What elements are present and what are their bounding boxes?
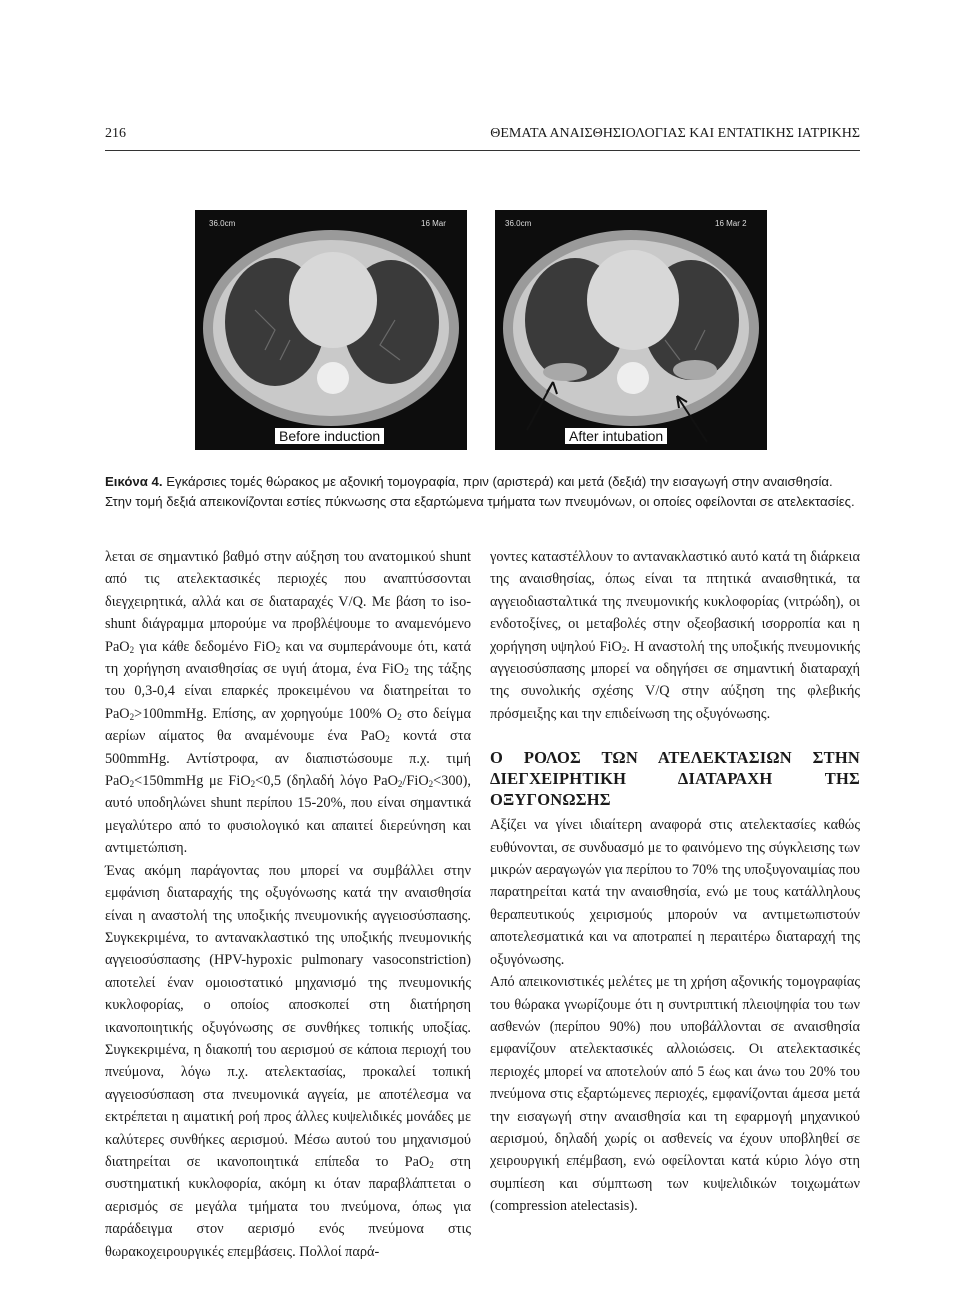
text-run: <300), αυτό υποδηλώνει shunt περίπου 15-20%, που είναι σημαντικά μεγαλύτερο από το φυσιολογικό και απαιτεί διερεύνηση και αντιμετώπιση. bbox=[105, 773, 471, 857]
before-induction-label: Before induction bbox=[275, 428, 384, 444]
ct-image-right bbox=[495, 210, 767, 450]
section-heading: Ο ΡΟΛΟΣ ΤΩΝ ΑΤΕΛΕΚΤΑΣΙΩΝ ΣΤΗΝ ΔΙΕΓΧΕΙΡΗΤΙΚΗ ΔΙΑΤΑΡΑΧΗ ΤΗΣ ΟΞΥΓΟΝΩΣΗΣ bbox=[490, 748, 860, 810]
ct-figure bbox=[195, 200, 770, 460]
subscript: 2 bbox=[129, 779, 135, 790]
ct-scan-after-intubation bbox=[495, 210, 767, 450]
right-paragraph-3: Από απεικονιστικές μελέτες με τη χρήση αξονικής τομογραφίας του θώρακα γνωρίζουμε ότι η συντριπτική πλειοψηφία του των ασθενών (περίπου 90%) που υποβάλλονται σε αναισθησία εμφανίζουν ατελεκτασικές αλλοιώσεις. Οι ατελεκτασικές περιοχές μπορεί να αποτελούν από 5 έως και άνω του 20% του πνεύμονα στις εξαρτώμενες περιοχές, εμφανίζονται άμεσα μετά την εισαγωγή στην αναισθησία και τη εφαρμογή μηχανικού αερισμού, δηλαδή χωρίς οι ασθενείς να έχουν υποβληθεί σε χειρουργική επέμβαση, ενώ οφείλονται κατά κύριο λόγο στη συμπίεση και σύμπτωση των κυψελιδικών τοιχωμάτων (compression atelectasis). bbox=[490, 974, 860, 1215]
text-run: Ένας ακόμη παράγοντας που μπορεί να συμβάλλει στην εμφάνιση διαταραχής της οξυγόνωσης κατά την αναισθησία είναι η αναστολή της υποξικής πνευμονικής αγγειοσύσπασης. Συγκεκριμένα, το αντανακλαστικό της υποξικής πνευμονικής αγγειοσύσπασης (HPV-hypoxic pulmonary vasoconstriction) αποτελεί έναν ομοιοστατικό μηχανισμό της πνευμονικής κυκλοφορίας, ο οποίος αποσκοπεί στη διατήρηση ικανοποιητικής οξυγόνωσης σε συνθήκες τοπικής υποξίας. Συγκεκριμένα, η διακοπή του αερισμού σε κάποια περιοχή του πνεύμονα, λόγω π.χ. ατελεκτασίας, προκαλεί τοπική αγγειοσύσπαση στα πνευμονικά αγγεία, με αποτέλεσμα να εκτρέπεται η αιματική ροή προς άλλες κυψελιδικές μονάδες με καλύτερες συνθήκες αερισμού. Μέσω αυτού του μηχανισμού διατηρείται σε ικανοποιητικά επίπεδα το PaO bbox=[105, 862, 471, 1170]
text-run: /FiO bbox=[402, 773, 429, 790]
left-paragraph-1 bbox=[105, 546, 471, 860]
left-scan-stamp-2: 16 Mar bbox=[421, 219, 446, 228]
right-scan-stamp-2: 16 Mar 2 bbox=[715, 219, 747, 228]
ct-image-left bbox=[195, 210, 467, 450]
subscript: 2 bbox=[385, 734, 390, 745]
right-column bbox=[490, 546, 860, 1218]
text-run: . Η αναστολή της υποξικής πνευμονικής αγγειοσύσπασης μπορεί να οδηγήσει σε σημαντική διαταραχή της συνολικής σχέσης V/Q στην αύξηση της φλεβικής πρόσμειξης και την επιδείνωση της οξυγόνωσης. bbox=[490, 638, 860, 722]
subscript: 2 bbox=[428, 779, 434, 790]
caption-line-2: Στην τομή δεξιά απεικονίζονται εστίες πύκνωσης στα εξαρτώμενα τμήματα των πνευμόνων, οι οποίες οφείλονται σε ατελεκτασίες. bbox=[105, 494, 855, 509]
subscript: 2 bbox=[129, 644, 135, 655]
left-paragraph-2 bbox=[105, 860, 471, 1263]
caption-label: Εικόνα 4. bbox=[105, 474, 163, 489]
subscript: 2 bbox=[129, 711, 135, 722]
text-run: και να συμπεράνουμε ότι, κατά τη χορήγηση αναισθησίας σε υγιή άτομα, ένα FiO bbox=[105, 638, 471, 678]
right-paragraph-2: Αξίζει να γίνει ιδιαίτερη αναφορά στις ατελεκτασίες καθώς ευθύνονται, σε συνδυασμό με το φαινόμενο της σύγκλεισης των μικρών αεραγωγών για περίπου το 70% της υποξυγοναιμίας που παρατηρείται κατά την αναισθησία, ενώ με τους κατάλληλους θεραπευτικούς χειρισμούς μπορούν να αντιμετωπιστούν αποτελεσματικά και να αποτραπεί η περαιτέρω διαταραχή της οξυγόνωσης. bbox=[490, 817, 860, 968]
caption-line-1 bbox=[105, 472, 860, 492]
after-intubation-label: After intubation bbox=[565, 428, 667, 444]
left-column bbox=[105, 546, 471, 1263]
subscript: 2 bbox=[621, 644, 627, 655]
text-run: κοντά στα 500mmHg. Αντίστροφα, αν διαπιστώσουμε π.χ. τιμή PaO bbox=[105, 728, 471, 790]
text-run: στη συστηματική κυκλοφορία, ακόμη κι όταν παραβλάπτεται ο αερισμός σε μεγάλα τμήματα του πνεύμονα, όπως για παράδειγμα στον αερισμό ενός πνεύμονα στις θωρακοχειρουργικές επεμβάσεις. Πολλοί παρά- bbox=[105, 1153, 471, 1260]
running-header bbox=[105, 126, 860, 148]
subscript: 2 bbox=[397, 779, 403, 790]
right-scan-stamp-1: 36.0cm bbox=[505, 219, 532, 228]
header-rule bbox=[105, 150, 860, 151]
page-number: 216 bbox=[105, 126, 126, 141]
subscript: 2 bbox=[429, 1159, 434, 1170]
left-scan-stamp-1: 36.0cm bbox=[209, 219, 236, 228]
caption-text-1: Εγκάρσιες τομές θώρακος με αξονική τομογραφία, πριν (αριστερά) και μετά (δεξιά) την εισαγωγή στην αναισθησία. bbox=[166, 474, 833, 489]
text-run: για κάθε δεδομένο FiO bbox=[134, 638, 276, 655]
ct-scan-before-induction bbox=[195, 210, 467, 450]
right-paragraph-1 bbox=[490, 546, 860, 725]
subscript: 2 bbox=[404, 667, 409, 678]
figure-caption bbox=[105, 472, 860, 512]
subscript: 2 bbox=[250, 779, 256, 790]
text-run: της τάξης του 0,3-0,4 είναι επαρκές προκειμένου να διατηρείται το PaO bbox=[105, 661, 472, 722]
text-run: <150mmHg με FiO bbox=[134, 773, 251, 790]
subscript: 2 bbox=[397, 711, 402, 722]
subscript: 2 bbox=[275, 644, 281, 655]
text-run: >100mmHg. Επίσης, αν χορηγούμε 100% O bbox=[134, 705, 398, 722]
text-run: γοντες καταστέλλουν το αντανακλαστικό αυτό κατά τη διάρκεια της αναισθησίας, όπως είναι τα πτητικά αναισθητικά, τα αγγειοδιασταλτικά της πνευμονικής κυκλοφορίας (νιτρώδη), οι ενδοτοξίνες, οι μεταβολές στην οξεοβασική ισορροπία και η χορήγηση υψηλού FiO bbox=[490, 549, 860, 655]
text-run: στο δείγμα αερίων αίματος θα αναμένουμε ένα PaO bbox=[105, 705, 471, 745]
text-run: λεται σε σημαντικό βαθμό στην αύξηση του ανατομικού shunt από τις ατελεκτασικές περιοχές που αναπτύσσονται διεγχειρητικά, αλλά και σε διαταραχές V/Q. Με βάση το iso-shunt διάγραμμα μπορούμε να προβλέψουμε το αναμενόμενο PaO bbox=[105, 549, 471, 655]
journal-title: ΘΕΜΑΤΑ ΑΝΑΙΣΘΗΣΙΟΛΟΓΙΑΣ ΚΑΙ ΕΝΤΑΤΙΚΗΣ ΙΑΤΡΙΚΗΣ bbox=[490, 126, 860, 141]
text-run: <0,5 (δηλαδή λόγο PaO bbox=[255, 773, 398, 790]
